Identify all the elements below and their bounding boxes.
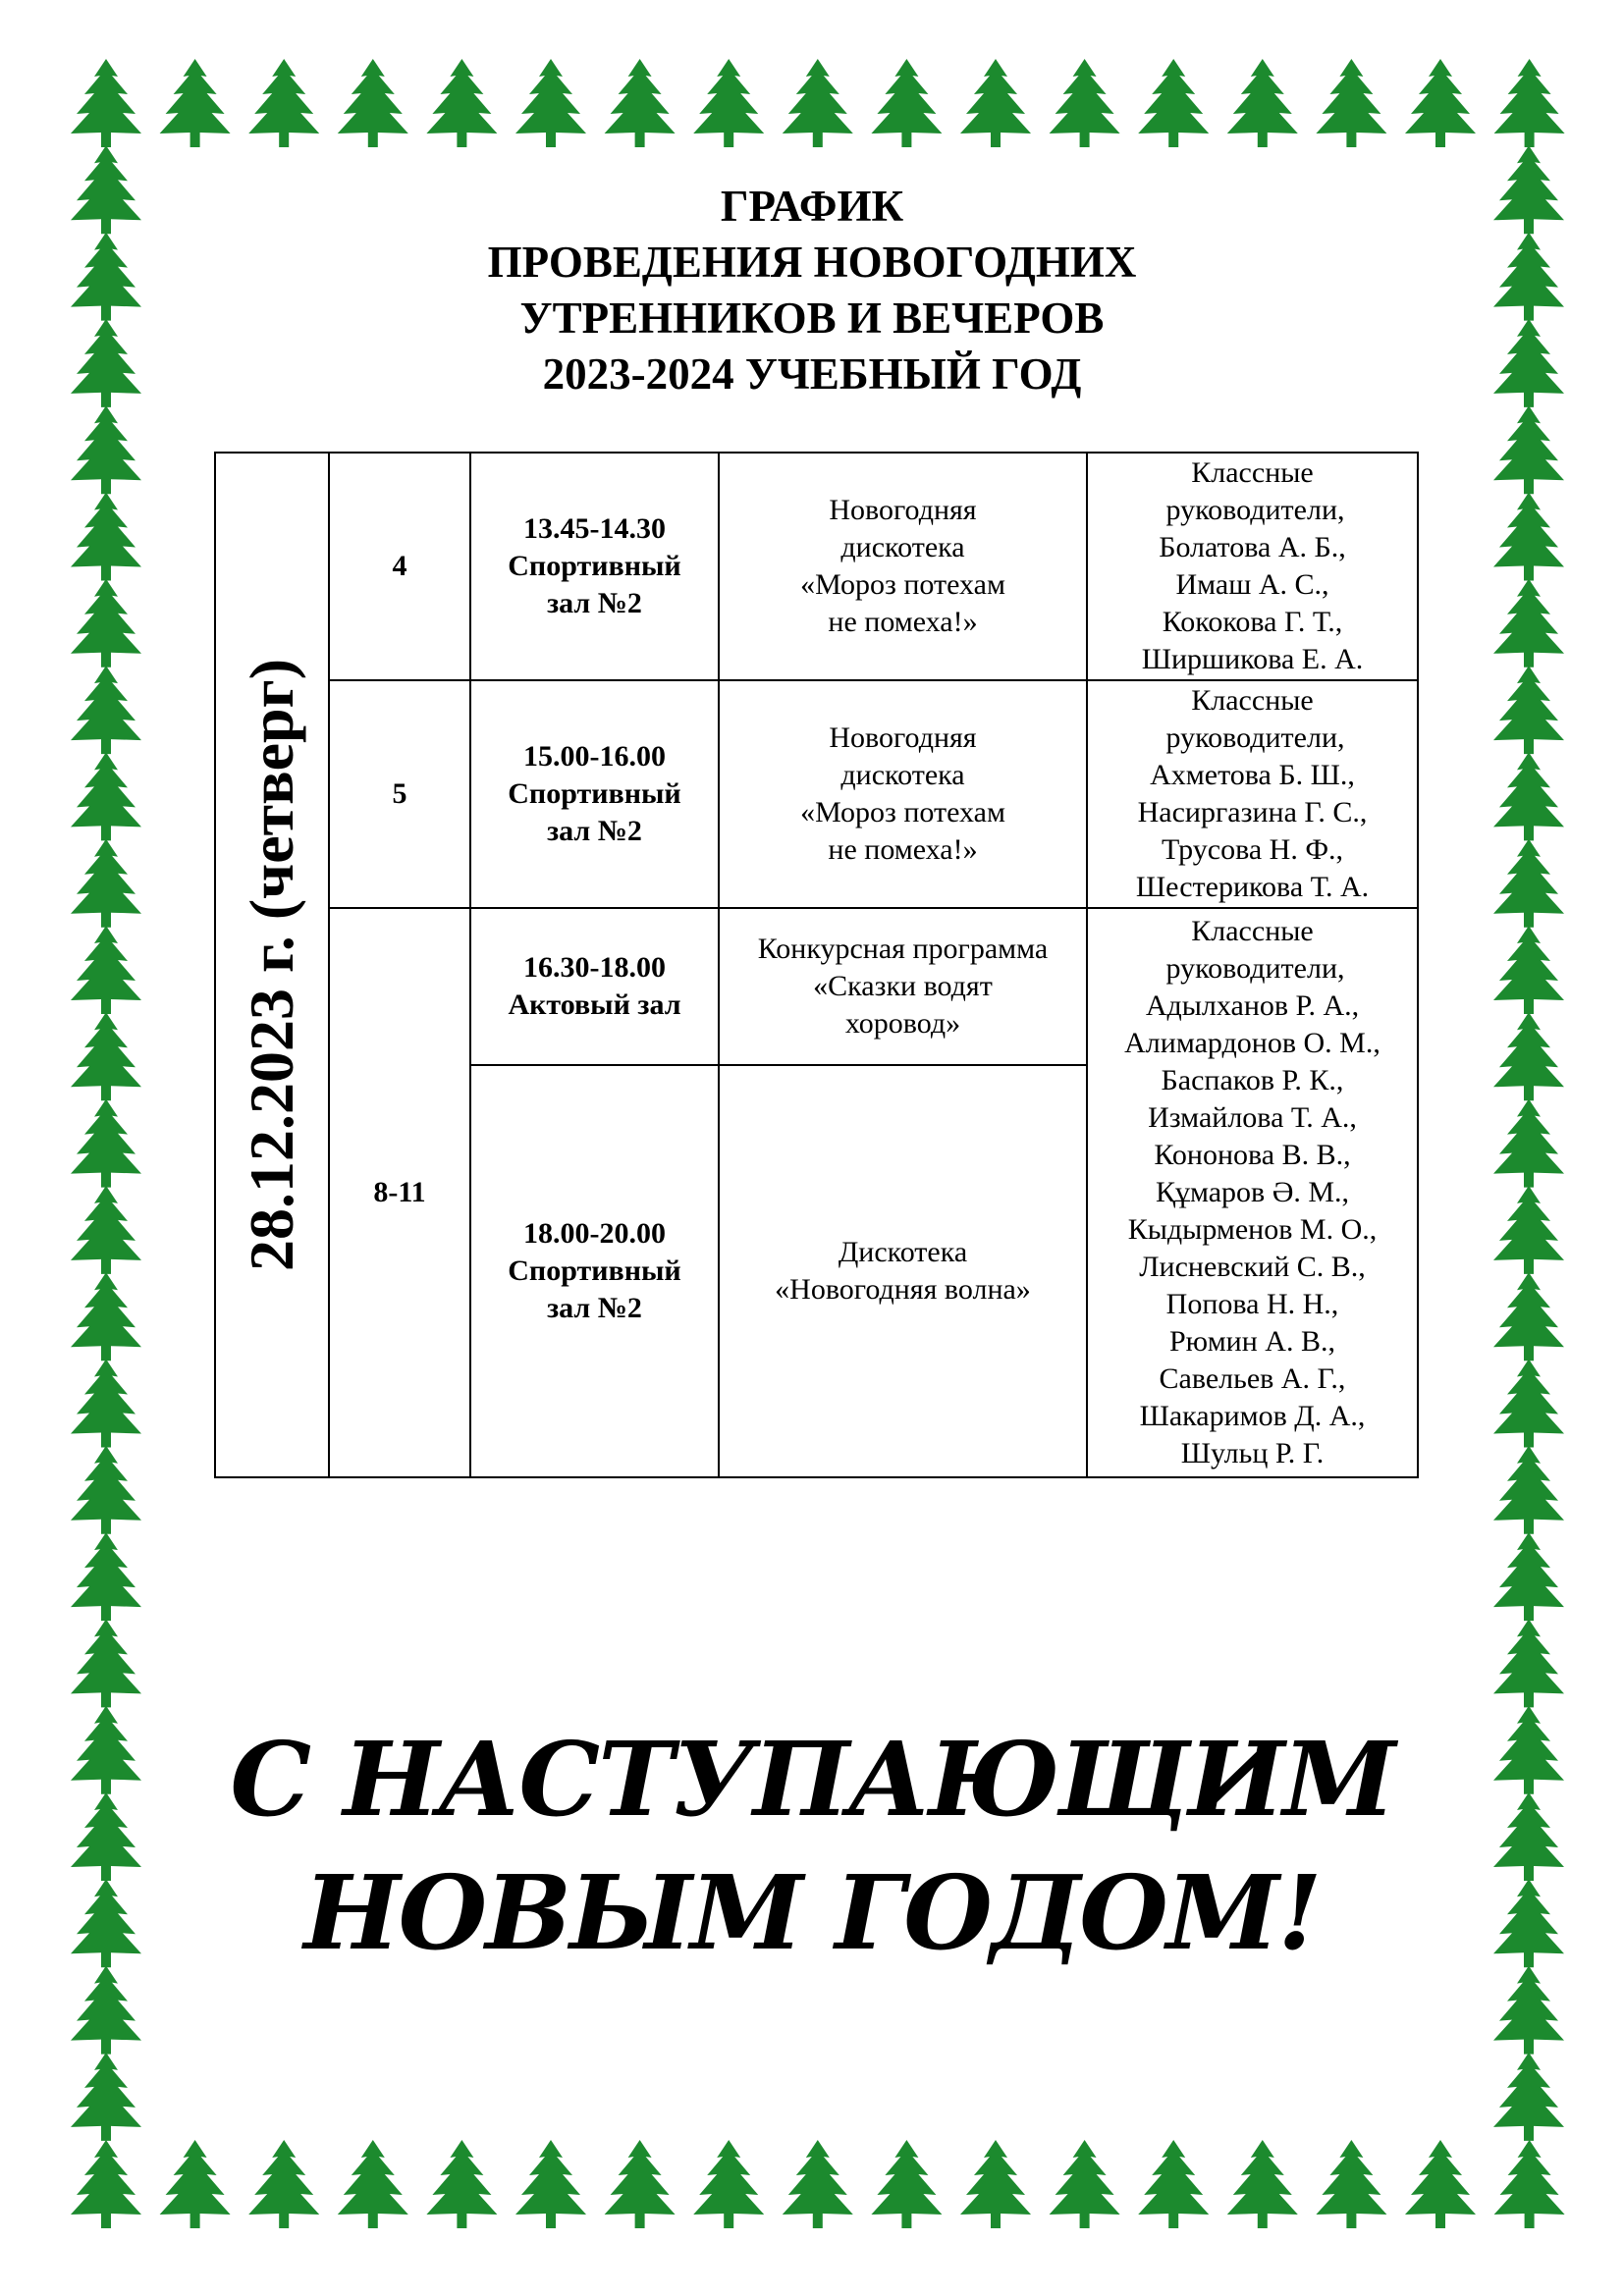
event-line: не помеха!» [828,606,978,638]
christmas-tree-icon [1493,405,1564,494]
responsible-line: Болатова А. Б., [1159,531,1346,563]
greeting-text [0,1713,1624,1980]
title-line: ГРАФИК [720,182,904,231]
place-line: Спортивный [508,1255,681,1287]
responsible-line: Савельев А. Г., [1159,1362,1346,1395]
christmas-tree-icon [426,59,497,147]
christmas-tree-icon [71,1186,141,1274]
christmas-tree-icon [71,1446,141,1534]
christmas-tree-icon [1493,1532,1564,1621]
christmas-tree-icon [960,59,1031,147]
event-line: не помеха!» [828,833,978,866]
christmas-tree-icon [1493,1272,1564,1361]
christmas-tree-icon [1227,2140,1298,2228]
date-label: 28.12.2023 г. (четверг) [237,658,306,1272]
christmas-tree-icon [71,2140,141,2228]
christmas-tree-icon [1494,59,1565,147]
place-line: Спортивный [508,550,681,582]
time-value: 13.45-14.30 [523,512,666,545]
christmas-tree-icon [71,1532,141,1621]
schedule-table [214,452,1419,1478]
responsible-line: Имаш А. С., [1175,568,1329,601]
responsible-line: Кыдырменов М. О., [1127,1213,1378,1246]
event-line: хоровод» [844,1007,961,1040]
christmas-tree-icon [71,839,141,928]
christmas-tree-icon [71,493,141,581]
time-place-cell [470,453,719,680]
place-line: Актовый зал [508,988,681,1021]
responsible-line: Лисневский С. В., [1139,1251,1366,1283]
responsible-line: Ширшикова Е. А. [1141,643,1364,675]
christmas-tree-icon [1493,493,1564,581]
christmas-tree-icon [1493,752,1564,840]
christmas-tree-icon [871,59,942,147]
christmas-tree-icon [1493,666,1564,754]
responsible-line: Шестерикова Т. А. [1135,871,1370,903]
christmas-tree-icon [1316,2140,1386,2228]
responsible-line: Шульц Р. Г. [1180,1437,1325,1469]
responsible-line: руководители, [1165,952,1345,985]
time-value: 15.00-16.00 [523,740,666,773]
christmas-tree-icon [1493,926,1564,1014]
christmas-tree-icon [338,59,408,147]
event-line: Дискотека [838,1236,968,1268]
christmas-tree-icon [160,59,231,147]
greeting-line: НОВЫМ ГОДОМ! [303,1852,1321,1973]
time-place-cell [470,680,719,908]
responsible-cell [1087,680,1418,908]
christmas-tree-icon [1050,2140,1120,2228]
time-value: 18.00-20.00 [523,1217,666,1250]
responsible-line: Ахметова Б. Ш., [1150,759,1355,791]
responsible-line: Құмаров Ә. М., [1155,1176,1350,1208]
christmas-tree-icon [1493,1186,1564,1274]
title-line: ПРОВЕДЕНИЯ НОВОГОДНИХ [487,238,1137,287]
christmas-tree-icon [693,2140,764,2228]
title-line: 2023-2024 УЧЕБНЫЙ ГОД [542,349,1082,399]
christmas-tree-icon [71,1272,141,1361]
christmas-tree-icon [248,59,319,147]
responsible-line: Кононова В. В., [1154,1139,1351,1171]
title-line: УТРЕННИКОВ И ВЕЧЕРОВ [519,294,1105,343]
responsible-line: Классные [1191,456,1314,489]
responsible-line: Адылханов Р. А., [1145,989,1360,1022]
event-line: Новогодняя [829,721,977,754]
responsible-line: Классные [1191,684,1314,717]
christmas-tree-icon [1138,59,1209,147]
christmas-tree-icon [71,752,141,840]
responsible-line: Классные [1191,915,1314,947]
christmas-tree-icon [1316,59,1386,147]
responsible-line: Измайлова Т. А., [1148,1101,1357,1134]
responsible-line: Кококова Г. Т., [1162,606,1343,638]
place-line: зал №2 [547,1292,642,1324]
christmas-tree-icon [1493,1619,1564,1707]
event-line: дискотека [840,759,965,791]
event-line: «Мороз потехам [800,796,1005,828]
christmas-tree-icon [71,59,141,147]
event-line: «Новогодняя волна» [775,1273,1031,1306]
christmas-tree-icon [1493,579,1564,667]
christmas-tree-icon [71,405,141,494]
christmas-tree-icon [426,2140,497,2228]
place-line: зал №2 [547,815,642,847]
event-cell [719,908,1087,1065]
christmas-tree-icon [1493,1360,1564,1448]
event-line: Конкурсная программа [757,933,1049,965]
christmas-tree-icon [1227,59,1298,147]
christmas-tree-icon [1405,2140,1476,2228]
responsible-line: Шакаримов Д. А., [1139,1400,1366,1432]
grade-cell: 5 [329,680,470,908]
christmas-tree-icon [71,1360,141,1448]
christmas-tree-icon [1050,59,1120,147]
responsible-cell [1087,453,1418,680]
time-place-cell [470,908,719,1065]
responsible-line: Попова Н. Н., [1165,1288,1339,1320]
christmas-tree-icon [160,2140,231,2228]
christmas-tree-icon [71,1099,141,1188]
christmas-tree-icon [1405,59,1476,147]
christmas-tree-icon [71,579,141,667]
christmas-tree-icon [71,1619,141,1707]
christmas-tree-icon [71,926,141,1014]
greeting-line: С НАСТУПАЮЩИМ [230,1719,1394,1840]
responsible-line: Алимардонов О. М., [1124,1027,1380,1059]
christmas-tree-icon [605,59,676,147]
christmas-tree-icon [1494,2140,1565,2228]
christmas-tree-icon [1493,2053,1564,2141]
christmas-tree-icon [1138,2140,1209,2228]
event-line: дискотека [840,531,965,563]
christmas-tree-icon [693,59,764,147]
christmas-tree-icon [71,1012,141,1100]
time-value: 16.30-18.00 [523,951,666,984]
responsible-line: Насиргазина Г. С., [1137,796,1368,828]
christmas-tree-icon [71,666,141,754]
christmas-tree-icon [1493,1446,1564,1534]
responsible-cell [1087,908,1418,1477]
christmas-tree-icon [338,2140,408,2228]
grade-cell: 4 [329,453,470,680]
event-cell [719,1065,1087,1477]
christmas-tree-icon [1493,1012,1564,1100]
event-cell [719,680,1087,908]
event-line: «Сказки водят [813,970,993,1002]
event-line: Новогодняя [829,494,977,526]
grade-cell: 8-11 [329,908,470,1477]
christmas-tree-icon [871,2140,942,2228]
event-cell [719,453,1087,680]
place-line: Спортивный [508,777,681,810]
christmas-tree-icon [960,2140,1031,2228]
christmas-tree-icon [783,59,853,147]
event-line: «Мороз потехам [800,568,1005,601]
christmas-tree-icon [248,2140,319,2228]
christmas-tree-icon [515,59,586,147]
responsible-line: Трусова Н. Ф., [1161,833,1344,866]
christmas-tree-icon [783,2140,853,2228]
responsible-line: Баспаков Р. К., [1161,1064,1344,1096]
christmas-tree-icon [71,2053,141,2141]
page-title [0,179,1624,402]
christmas-tree-icon [605,2140,676,2228]
christmas-tree-icon [1493,1099,1564,1188]
responsible-line: руководители, [1165,494,1345,526]
responsible-line: Рюмин А. В., [1169,1325,1335,1358]
christmas-tree-icon [515,2140,586,2228]
place-line: зал №2 [547,587,642,619]
christmas-tree-icon [1493,839,1564,928]
date-cell [215,453,329,1477]
time-place-cell [470,1065,719,1477]
responsible-line: руководители, [1165,721,1345,754]
